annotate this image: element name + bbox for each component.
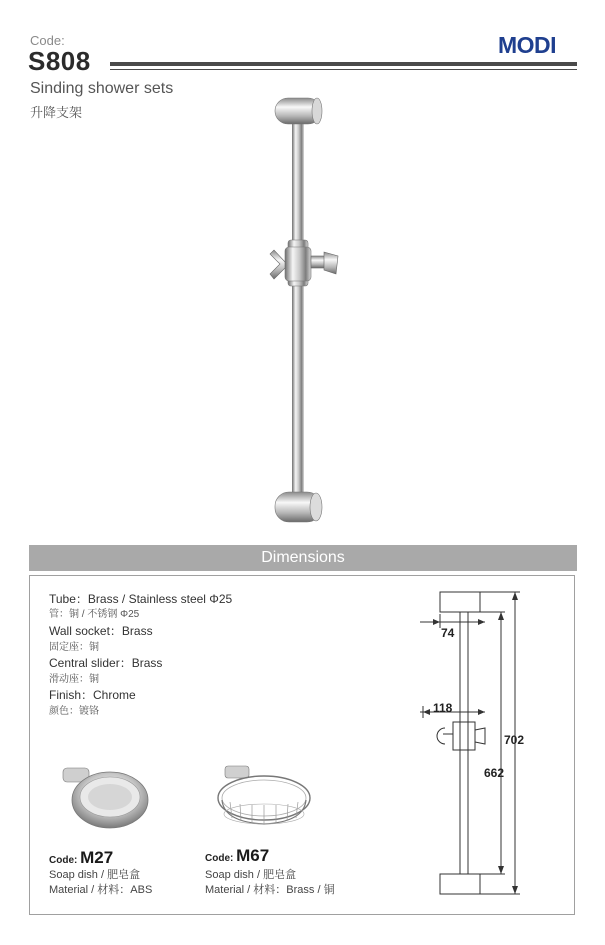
spec-wall-socket-zh: 固定座：铜 <box>49 642 99 653</box>
accessory-m67-material: Material / 材料：Brass / 铜 <box>205 884 335 896</box>
accessory-m27-code-value: M27 <box>80 848 114 867</box>
dim-slider: 118 <box>433 701 453 715</box>
accessory-m27-name: Soap dish / 肥皂盒 <box>49 869 141 881</box>
dimensions-banner: Dimensions <box>29 545 577 571</box>
accessory-m67-name: Soap dish / 肥皂盒 <box>205 869 297 881</box>
accessory-m27-code-label: Code: <box>49 855 78 866</box>
dim-total: 702 <box>504 733 525 747</box>
accessory-m27-material: Material / 材料：ABS <box>49 884 153 896</box>
spec-tube-zh: 管：铜 / 不锈钢 Φ25 <box>49 609 140 620</box>
shower-rail-image <box>260 92 360 527</box>
dim-socket: 74 <box>441 626 455 640</box>
product-title-zh: 升降支架 <box>30 105 83 120</box>
brand-logo: MODI <box>498 32 557 58</box>
accessory-m67-code-value: M67 <box>236 846 270 865</box>
spec-wall-socket: Wall socket：Brass <box>49 624 153 638</box>
spec-central-slider-zh: 滑动座：铜 <box>49 674 99 685</box>
accessory-m67-code <box>205 846 269 866</box>
soap-dish-m27-image <box>60 760 155 835</box>
code-label: Code: <box>30 33 65 48</box>
accessory-m27-code <box>49 848 113 868</box>
product-code: S808 <box>28 46 91 76</box>
soap-dish-m67-image <box>210 762 315 837</box>
spec-tube: Tube：Brass / Stainless steel Φ25 <box>49 592 233 606</box>
accessory-m67-code-label: Code: <box>205 853 234 864</box>
spec-central-slider: Central slider：Brass <box>49 656 163 670</box>
spec-finish: Finish：Chrome <box>49 688 136 702</box>
spec-finish-zh: 颜色：镀铬 <box>49 706 99 717</box>
header-rule-thin <box>110 69 577 70</box>
product-title-en: Sinding shower sets <box>30 80 174 97</box>
header-rule-thick <box>110 62 577 66</box>
dim-inner: 662 <box>484 766 505 780</box>
